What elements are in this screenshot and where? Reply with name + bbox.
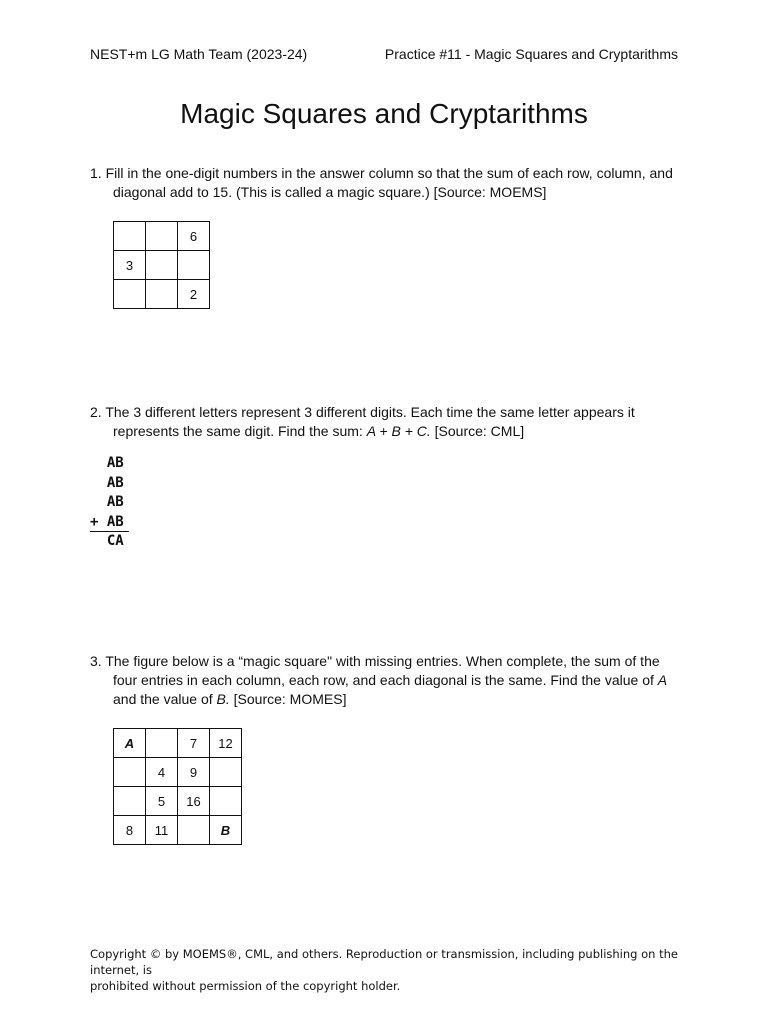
question-1 xyxy=(90,164,690,202)
grid2-cell: 11 xyxy=(146,816,178,845)
question-2-line-1: 2. The 3 different letters represent 3 different digits. Each time the same letter appears it xyxy=(90,404,635,420)
grid1-cell xyxy=(114,280,146,309)
header-right: Practice #11 - Magic Squares and Cryptarithms xyxy=(384,46,678,62)
var-b: B. xyxy=(216,691,230,707)
question-1-line-2: diagonal add to 15. (This is called a magic square.) [Source: MOEMS] xyxy=(113,184,547,200)
grid2-cell xyxy=(114,758,146,787)
question-3-line-1: 3. The figure below is a “magic square" with missing entries. When complete, the sum of the xyxy=(90,653,660,669)
grid2-cell xyxy=(210,758,242,787)
question-3-source: [Source: MOMES] xyxy=(229,691,347,707)
grid2-cell-b: B xyxy=(210,816,242,845)
magic-square-4x4 xyxy=(113,728,242,845)
question-3-text-2: and the value of xyxy=(113,691,217,707)
sum-rule xyxy=(90,531,129,532)
var-a: A xyxy=(657,672,668,688)
grid2-cell xyxy=(210,787,242,816)
question-2-text: represents the same digit. Find the sum: xyxy=(113,423,367,439)
cryptarithm-row: + AB xyxy=(90,513,124,530)
cryptarithm-row: AB xyxy=(90,494,124,510)
grid1-cell xyxy=(178,251,210,280)
grid2-cell: 12 xyxy=(210,729,242,758)
grid1-cell: 2 xyxy=(178,280,210,309)
footer-line-2: prohibited without permission of the copyright holder. xyxy=(90,979,401,993)
question-2-expression: A + B + C. xyxy=(366,423,431,439)
cryptarithm-row: AB xyxy=(90,455,124,471)
grid2-cell: 8 xyxy=(114,816,146,845)
cryptarithm xyxy=(90,454,124,552)
magic-square-3x3 xyxy=(113,221,210,309)
question-3 xyxy=(90,652,690,709)
grid2-cell xyxy=(178,816,210,845)
footer-line-1: Copyright © by MOEMS®, CML, and others. Reproduction or transmission, including publishing on the internet, is xyxy=(90,947,678,977)
grid1-cell xyxy=(146,222,178,251)
grid2-cell: 7 xyxy=(178,729,210,758)
grid1-cell xyxy=(146,251,178,280)
grid2-cell: 16 xyxy=(178,787,210,816)
grid2-cell xyxy=(146,729,178,758)
grid2-cell: 9 xyxy=(178,758,210,787)
grid2-cell: 4 xyxy=(146,758,178,787)
header-left: NEST+m LG Math Team (2023-24) xyxy=(90,46,308,62)
grid2-cell-a: A xyxy=(114,729,146,758)
question-3-line-3 xyxy=(90,690,690,709)
grid1-cell xyxy=(146,280,178,309)
question-3-line-2 xyxy=(90,671,690,690)
copyright-footer xyxy=(90,946,690,994)
question-2 xyxy=(90,403,690,441)
grid2-cell: 5 xyxy=(146,787,178,816)
cryptarithm-result: CA xyxy=(90,533,124,549)
page-title: Magic Squares and Cryptarithms xyxy=(180,98,588,129)
grid1-cell: 6 xyxy=(178,222,210,251)
grid2-cell xyxy=(114,787,146,816)
cryptarithm-row: AB xyxy=(90,474,124,491)
question-2-source: [Source: CML] xyxy=(430,423,525,439)
question-3-text: four entries in each column, each row, and each diagonal is the same. Find the value of xyxy=(113,672,658,688)
grid1-cell: 3 xyxy=(114,251,146,280)
question-1-line-1: 1. Fill in the one-digit numbers in the answer column so that the sum of each row, column, and xyxy=(90,165,673,181)
grid1-cell xyxy=(114,222,146,251)
question-2-line-2 xyxy=(90,422,690,441)
